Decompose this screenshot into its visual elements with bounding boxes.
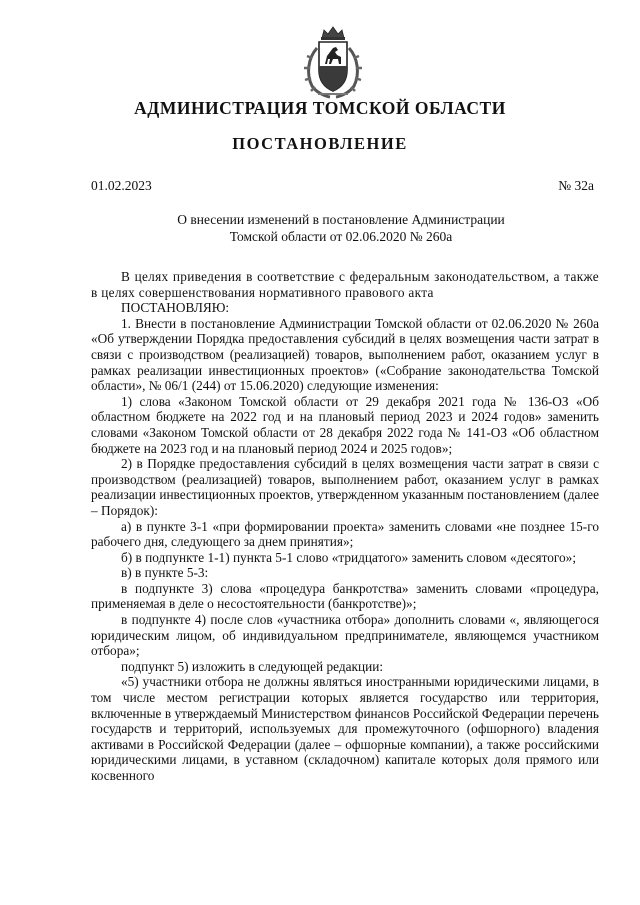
body-paragraph: «5) участники отбора не должны являться иностранными юридическими лицами, в том числе местом регистрации которых является государство или территория, включенные в утверждаемый Министерством финансов Российской Федерации перечень государств и территорий, используемых для промежуточного (офшорного) владения активами в Российской Федерации (далее – офшорные компании), а также российскими юридическими лицами, в уставном (складочном) капитале которых доля прямого или косвенного bbox=[91, 674, 599, 783]
body-paragraph: а) в пункте 3-1 «при формировании проекта» заменить словами «не позднее 15-го рабочего дня, следующего за днем принятия»; bbox=[91, 518, 599, 550]
body-paragraph: в) в пункте 5-3: bbox=[121, 565, 209, 581]
subject-line: Томской области от 02.06.2020 № 260а bbox=[229, 229, 453, 244]
body-paragraph: б) в подпункте 1-1) пункта 5-1 слово «тридцатого» заменить словом «десятого»; bbox=[121, 549, 577, 565]
body-paragraph: 1. Внести в постановление Администрации Томской области от 02.06.2020 № 260а «Об утверждении Порядка предоставления субсидий в целях возмещения части затрат в связи с производством (реализацией) товаров, выполнением работ, оказанием услуг в рамках реализации инвестиционных проектов» («Собрание законодательства Томской области», № 06/1 (244) от 15.06.2020) следующие изменения: bbox=[91, 315, 599, 394]
document-number: № 32а bbox=[558, 178, 594, 193]
organization-title: АДМИНИСТРАЦИЯ ТОМСКОЙ ОБЛАСТИ bbox=[134, 98, 506, 118]
body-paragraph: 2) в Порядке предоставления субсидий в целях возмещения части затрат в связи с производством (реализацией) товаров, выполнением работ, оказанием услуг в рамках реализации инвестиционных проектов, утвержденном указанным постановлением (далее – Порядок): bbox=[91, 456, 599, 518]
resolve-heading: ПОСТАНОВЛЯЮ: bbox=[121, 300, 230, 316]
document-body bbox=[91, 269, 599, 784]
body-paragraph: в подпункте 4) после слов «участника отбора» дополнить словами «, являющегося юридическим лицом, об индивидуальном предпринимателе, являющемся участником отбора»; bbox=[91, 612, 599, 659]
body-paragraph: 1) слова «Законом Томской области от 29 декабря 2021 года № 136-ОЗ «Об областном бюджете на 2022 год и на плановый период 2023 и 2024 годов» заменить словами «Законом Томской области от 28 декабря 2022 года № 141-ОЗ «Об областном бюджете на 2023 год и на плановый период 2024 и 2025 годов»; bbox=[91, 393, 599, 456]
tomsk-region-coat-of-arms-icon bbox=[300, 24, 366, 100]
body-paragraph: в подпункте 3) слова «процедура банкротства» заменить словами «процедура, применяемая в деле о несостоятельности (банкротстве)»; bbox=[91, 580, 599, 612]
preamble-paragraph: В целях приведения в соответствие с федеральным законодательством, а также в целях совершенствования нормативного правового акта bbox=[91, 269, 599, 300]
body-paragraph: подпункт 5) изложить в следующей редакции: bbox=[121, 658, 384, 674]
document-type-title: ПОСТАНОВЛЕНИЕ bbox=[232, 134, 408, 153]
document-date: 01.02.2023 bbox=[91, 178, 152, 193]
subject-line: О внесении изменений в постановление Администрации bbox=[177, 212, 505, 227]
document-subject bbox=[100, 211, 582, 245]
